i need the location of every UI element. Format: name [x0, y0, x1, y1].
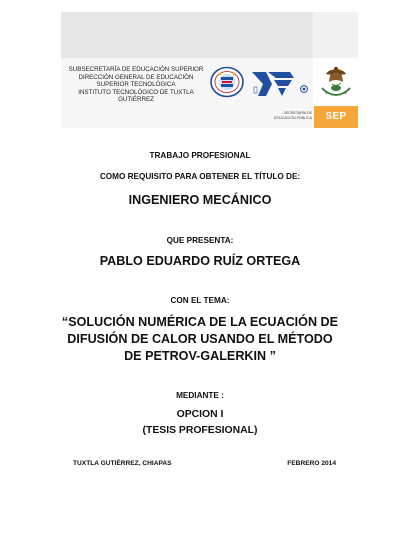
institution-heading — [61, 66, 211, 104]
thesis-title-line: “SOLUCIÓN NUMÉRICA DE LA ECUACIÓN DE — [61, 315, 339, 329]
secretaria-line: EDUCACIÓN PÚBLICA — [274, 115, 312, 120]
institution-line: INSTITUTO TECNOLÓGICO DE TUXTLA — [78, 88, 194, 96]
mexico-coat-of-arms-icon — [314, 58, 358, 106]
ittg-logo-icon — [209, 66, 245, 98]
thesis-title-line: DIFUSIÓN DE CALOR USANDO EL MÉTODO — [67, 332, 333, 346]
seal-container — [314, 58, 358, 106]
presented-by-label: QUE PRESENTA: — [166, 236, 234, 245]
secretaria-caption — [262, 111, 312, 120]
requirement-line: COMO REQUISITO PARA OBTENER EL TÍTULO DE: — [99, 172, 301, 181]
institution-line: SUBSECRETARÍA DE EDUCACIÓN SUPERIOR — [68, 66, 204, 73]
place-label: TUXTLA GUTIÉRREZ, CHIAPAS — [73, 460, 172, 467]
option-detail: (TESIS PROFESIONAL) — [142, 425, 258, 436]
sep-logo: SEP — [314, 106, 358, 128]
degree-title: INGENIERO MECÁNICO — [128, 193, 272, 207]
date-label: FEBRERO 2014 — [287, 460, 336, 467]
institution-line: SUPERIOR TECNOLÓGICA — [96, 81, 176, 89]
header-banner-right — [313, 12, 358, 58]
secretaria-line: SECRETARÍA DE — [283, 111, 312, 115]
via-label: MEDIANTE : — [176, 391, 224, 400]
author-name: PABLO EDUARDO RUÍZ ORTEGA — [99, 254, 301, 268]
topic-label: CON EL TEMA: — [170, 296, 230, 305]
thesis-title-line: DE PETROV-GALERKIN ” — [124, 349, 276, 363]
institution-line: GUTIÉRREZ — [118, 96, 154, 104]
institution-line: DIRECCIÓN GENERAL DE EDUCACIÓN — [78, 73, 194, 81]
document-type: TRABAJO PROFESIONAL — [149, 151, 251, 160]
header-banner — [61, 12, 313, 58]
option-label: OPCION I — [176, 409, 224, 420]
dgest-logo-icon — [250, 70, 310, 100]
